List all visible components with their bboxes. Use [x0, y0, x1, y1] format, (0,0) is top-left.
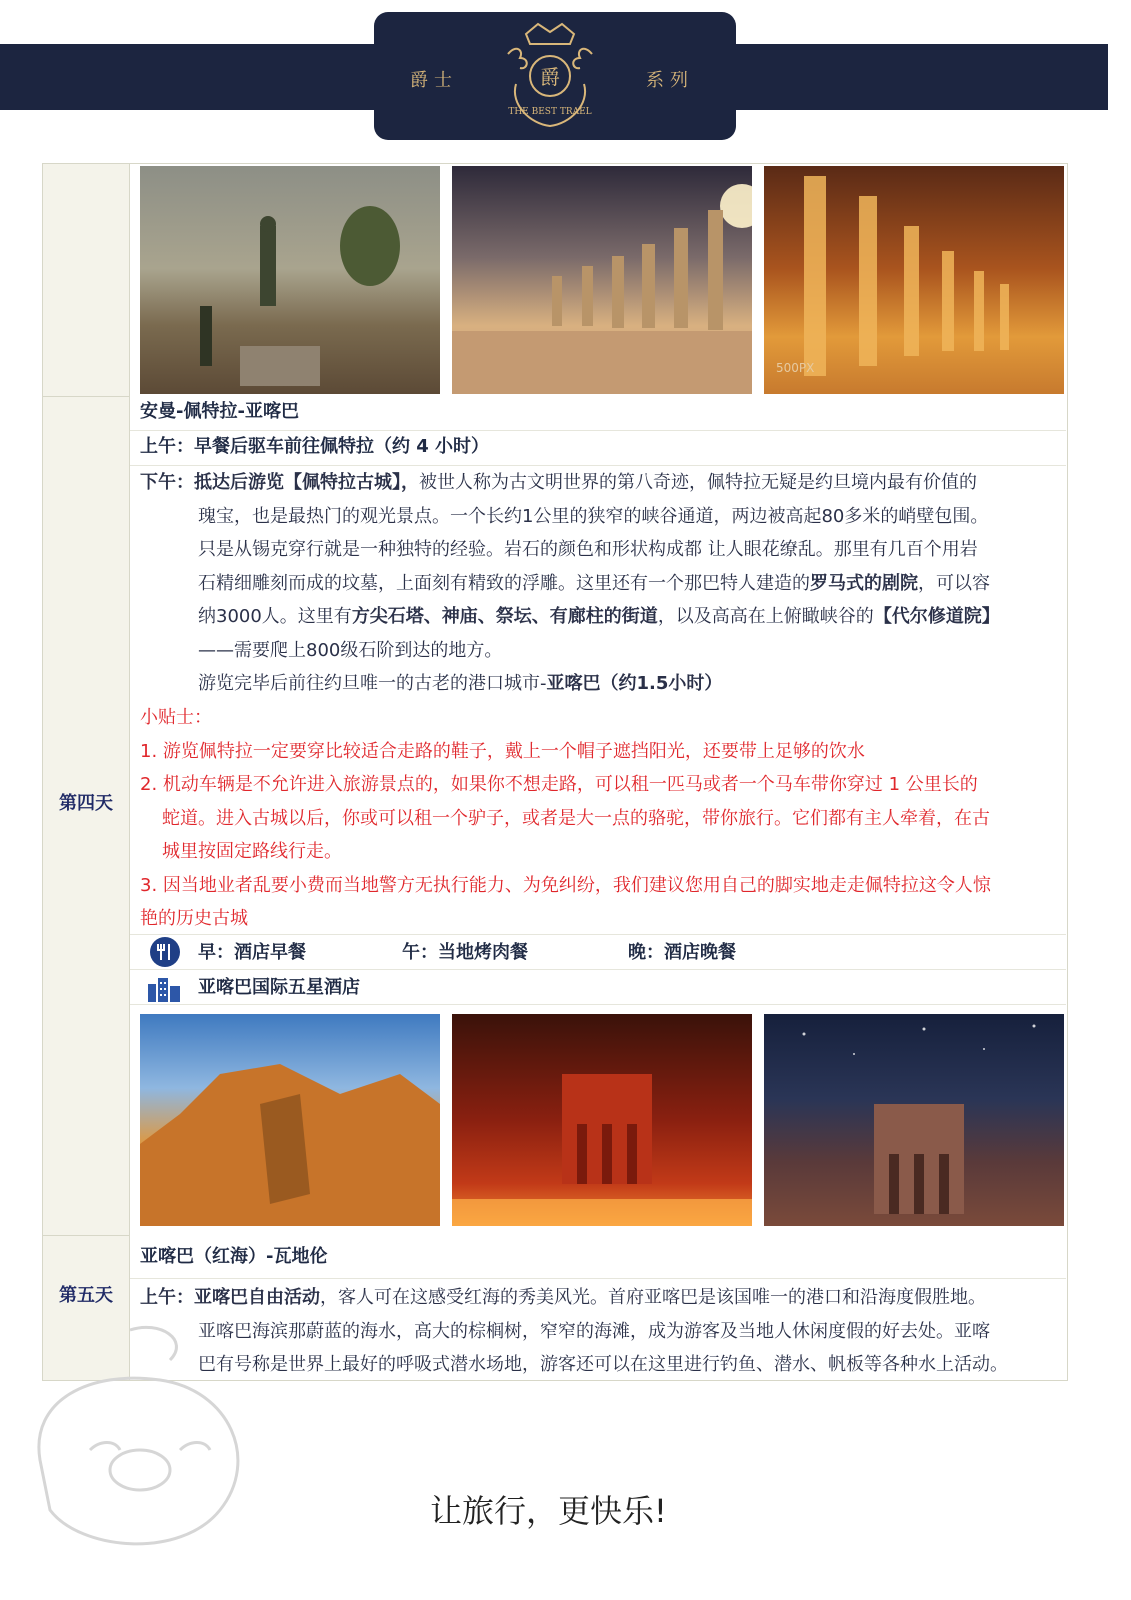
day4-afternoon-line-6: ，以及高高在上俯瞰峡谷的 [657, 606, 874, 627]
day4-morning-prefix: 上午： [140, 436, 194, 457]
day4-afternoon-line-3: 石精细雕刻而成的坟墓，上面刻有精致的浮雕。这里还有一个那巴特人建造的 [198, 572, 810, 594]
photo-petra-treasury-stars [764, 1014, 1064, 1226]
tip-1: 1. 游览佩特拉一定要穿比较适合走路的鞋子，戴上一个帽子遮挡阳光，还要带上足够的饮水 [140, 740, 865, 762]
tip-2-cont-b: 城里按固定路线行走。 [162, 841, 342, 862]
day4-afternoon-line-7: ——需要爬上800级石阶到达的地方。 [198, 639, 503, 661]
day4-afternoon-line-2: 只是从锡克穿行就是一种独特的经验。岩石的颜色和形状构成都 让人眼花缭乱。那里有几百个用岩 [198, 539, 978, 560]
emblem-arc-text: THE BEST TRAEL [508, 107, 592, 117]
hotel-name: 亚喀巴国际五星酒店 [198, 977, 360, 998]
mascot-outline-icon [20, 1310, 320, 1570]
day5-route-row [130, 1236, 1066, 1279]
photo-row-top [140, 166, 1066, 396]
dinner: 晚：酒店晚餐 [628, 942, 736, 963]
day5-label: 第五天 [59, 1285, 113, 1306]
day4-monastery: 【代尔修道院】 [873, 606, 1000, 627]
day4-route: 安曼-佩特拉-亚喀巴 [140, 401, 299, 422]
day4-afternoon-lead: 抵达后游览【佩特拉古城】， [194, 472, 419, 493]
day4-aqaba-transfer: 亚喀巴（约1.5小时） [546, 673, 723, 694]
day4-afternoon-block [140, 466, 1058, 701]
tip-3-cont: 艳的历史古城 [140, 908, 248, 929]
header-right-text: 系列 [646, 70, 694, 91]
day4-afternoon-line-4: ，可以容 [918, 572, 990, 594]
header-left-text: 爵士 [410, 70, 458, 91]
photo-watermark: 500PX [776, 361, 815, 375]
day4-afternoon-line-1: 瑰宝，也是最热门的观光景点。一个长约1公里的狭窄的峡谷通道，两边被高起80多米的峭壁包围。 [198, 505, 989, 527]
footer-slogan: 让旅行，更快乐! [430, 1492, 667, 1530]
brand-emblem-icon [486, 14, 614, 136]
day4-afternoon-line-8: 游览完毕后前往约旦唯一的古老的港口城市- [198, 673, 547, 694]
tip-2: 2. 机动车辆是不允许进入旅游景点的，如果你不想走路，可以租一匹马或者一个马车带你穿过 1 公里长的 [140, 774, 978, 795]
photo-petra-treasury-candles [452, 1014, 752, 1226]
tip-2-cont-a: 蛇道。进入古城以后，你或可以租一个驴子，或者是大一点的骆驼，带你旅行。它们都有主人牵着，在古 [162, 807, 990, 829]
day4-morning: 早餐后驱车前往佩特拉（约 4 小时） [194, 436, 490, 457]
day4-label: 第四天 [59, 793, 113, 814]
photo-colonnade-night [764, 166, 1064, 394]
day4-tips [140, 701, 1058, 936]
itinerary-table [42, 163, 1068, 1381]
meal-icon [150, 937, 180, 967]
photo-colonnade-sunset [452, 166, 752, 394]
day4-roman-theater: 罗马式的剧院 [810, 572, 918, 594]
day4-meals-row [130, 934, 1066, 970]
day4-afternoon-line-5: 纳3000人。这里有 [198, 606, 352, 627]
day4-morning-row [130, 432, 1066, 466]
tip-3: 3. 因当地业者乱要小费而当地警方无执行能力、为免纠纷，我们建议您用自己的脚实地走走佩特拉这令人惊 [140, 874, 991, 896]
day5-morning-line-2: 巴有号称是世界上最好的呼吸式潜水场地，游客还可以在这里进行钓鱼、潜水、帆板等各种水上活动。 [198, 1354, 1008, 1375]
emblem-character: 爵 [540, 65, 560, 89]
day4-col [43, 397, 130, 1236]
day5-morning-bold: 亚喀巴自由活动 [194, 1287, 320, 1308]
day4-afternoon-line-0: 被世人称为古文明世界的第八奇迹，佩特拉无疑是约旦境内最有价值的 [419, 472, 977, 493]
lunch: 午：当地烤肉餐 [402, 942, 528, 963]
day5-morning-line-1: 亚喀巴海滨那蔚蓝的海水，高大的棕榈树，窄窄的海滩，成为游客及当地人休闲度假的好去处。亚喀 [198, 1320, 990, 1342]
photo-row-petra [140, 1014, 1066, 1228]
breakfast: 早：酒店早餐 [198, 942, 306, 963]
day4-sites: 方尖石塔、神庙、祭坛、有廊柱的街道 [351, 606, 658, 627]
hotel-icon [148, 974, 182, 1007]
day4-hotel-row [130, 970, 1066, 1005]
day4-afternoon-prefix: 下午： [140, 472, 194, 493]
photo-soldiers-overlook [140, 166, 440, 394]
day-col-top [43, 164, 130, 397]
day5-route: 亚喀巴（红海）-瓦地伦 [140, 1246, 328, 1267]
day5-morning-line-0: ，客人可在这感受红海的秀美风光。首府亚喀巴是该国唯一的港口和沿海度假胜地。 [320, 1287, 986, 1308]
tips-title: 小贴士： [140, 707, 212, 728]
day5-morning-prefix: 上午： [140, 1287, 194, 1308]
photo-petra-cliff-day [140, 1014, 440, 1226]
day4-route-row [130, 397, 1066, 431]
